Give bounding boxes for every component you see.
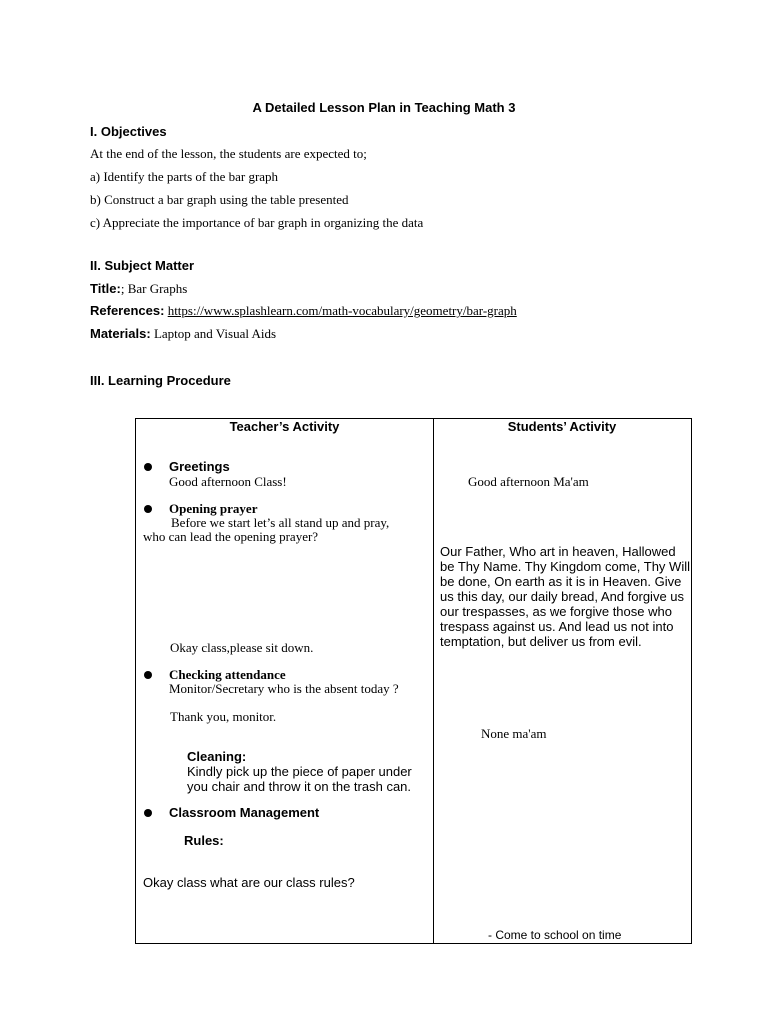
title-line xyxy=(90,281,187,297)
bullet-icon xyxy=(144,809,152,817)
document-title: A Detailed Lesson Plan in Teaching Math 3 xyxy=(252,100,516,115)
cleaning-text: Kindly pick up the piece of paper under you chair and throw it on the trash can. xyxy=(187,764,412,794)
materials-value: Laptop and Visual Aids xyxy=(153,326,277,341)
rules-label: Rules: xyxy=(184,833,224,848)
objectives-heading: I. Objectives xyxy=(90,124,167,139)
activity-table xyxy=(135,418,692,944)
greetings-text: Good afternoon Class! xyxy=(169,474,287,489)
column-divider xyxy=(433,419,434,943)
student-absent-answer: None ma'am xyxy=(481,726,547,741)
references-line xyxy=(90,303,517,319)
cleaning-label: Cleaning: xyxy=(187,749,247,764)
opening-prayer-line2: who can lead the opening prayer? xyxy=(143,529,319,544)
opening-prayer-line1: Before we start let’s all stand up and pray, xyxy=(171,515,390,530)
learning-procedure-heading: III. Learning Procedure xyxy=(90,373,231,388)
student-greeting: Good afternoon Ma'am xyxy=(468,474,589,489)
bullet-icon xyxy=(144,463,152,471)
objective-item: a) Identify the parts of the bar graph xyxy=(90,169,279,184)
attendance-text: Monitor/Secretary who is the absent today ? xyxy=(169,681,399,696)
bullet-icon xyxy=(144,671,152,679)
materials-line xyxy=(90,326,276,342)
title-label: Title: xyxy=(90,281,121,296)
bullet-icon xyxy=(144,505,152,513)
materials-label: Materials: xyxy=(90,326,151,341)
sit-down-text: Okay class,please sit down. xyxy=(170,640,314,655)
classroom-management-label: Classroom Management xyxy=(169,805,320,820)
objective-item: c) Appreciate the importance of bar graph in organizing the data xyxy=(90,215,424,230)
teacher-activity-header: Teacher’s Activity xyxy=(229,419,340,434)
thank-you-text: Thank you, monitor. xyxy=(170,709,277,724)
references-label: References: xyxy=(90,303,165,318)
greetings-label: Greetings xyxy=(169,459,230,474)
student-prayer: Our Father, Who art in heaven, Hallowed be Thy Name. Thy Kingdom come, Thy Will be done, On earth as it is in Heaven. Give us this day, our daily bread, And forgive us our trespasses, as we forgive those who trespass against us. And lead us not into temptation, but deliver us from evil. xyxy=(440,544,690,649)
opening-prayer-label: Opening prayer xyxy=(169,501,258,516)
student-rule-item: - Come to school on time xyxy=(488,928,622,942)
class-rules-question: Okay class what are our class rules? xyxy=(143,875,355,890)
subject-matter-heading: II. Subject Matter xyxy=(90,258,195,273)
title-value: ; Bar Graphs xyxy=(120,281,188,296)
students-activity-header: Students’ Activity xyxy=(507,419,617,434)
objectives-intro: At the end of the lesson, the students are expected to; xyxy=(90,146,367,161)
objective-item: b) Construct a bar graph using the table presented xyxy=(90,192,349,207)
references-link[interactable]: https://www.splashlearn.com/math-vocabulary/geometry/bar-graph xyxy=(167,303,517,318)
attendance-label: Checking attendance xyxy=(169,667,286,682)
